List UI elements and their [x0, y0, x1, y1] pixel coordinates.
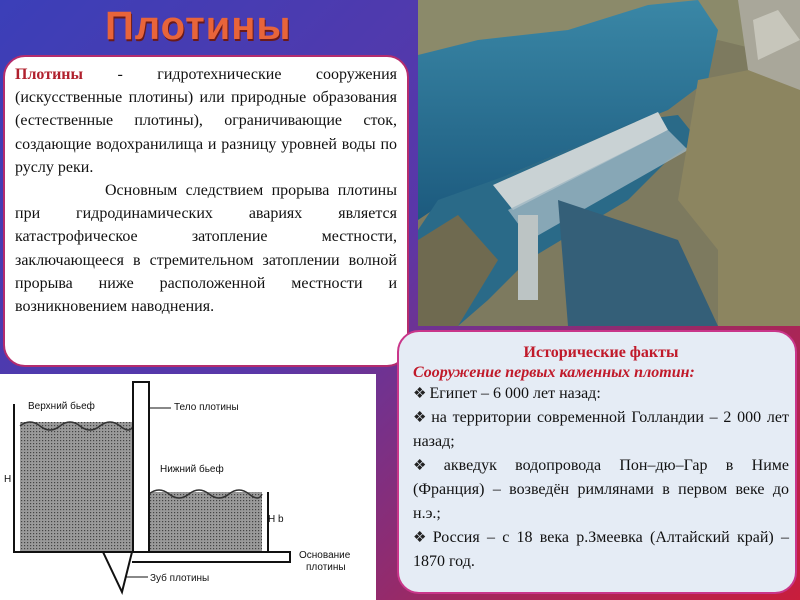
label-dam-tooth: Зуб плотины [150, 573, 210, 584]
facts-subtitle: Сооружение первых каменных плотин: [413, 364, 695, 381]
diamond-bullet-icon: ❖ [413, 410, 429, 426]
label-downstream: Нижний бьеф [160, 464, 224, 475]
downstream-water [149, 492, 262, 552]
label-upstream: Верхний бьеф [28, 401, 95, 412]
facts-title: Исторические факты [523, 344, 679, 361]
label-dam-body: Тело плотины [174, 402, 239, 413]
diamond-bullet-icon: ❖ [413, 530, 430, 546]
label-foundation-1: Основание [299, 550, 351, 561]
definition-term: Плотины [15, 66, 83, 83]
base-step [132, 552, 290, 562]
dam-body [133, 382, 149, 552]
upstream-water [20, 422, 133, 552]
definition-box [3, 55, 409, 367]
fact-item: ❖ Россия – с 18 века р.Змеевка (Алтайский край) – 1870 год. [413, 529, 789, 570]
slide-title: Плотины [105, 4, 292, 48]
dam-aerial-photo [418, 0, 800, 326]
diamond-bullet-icon: ❖ [413, 458, 441, 474]
label-hb: H b [268, 514, 284, 525]
fact-item: ❖ акведук водопровода Пон–дю–Гар в Ниме (Франция) – возведён римлянами в первом веке до н.э.; [413, 457, 789, 522]
label-h: H [4, 474, 12, 485]
consequence-paragraph: Основным следствием прорыва плотины при гидродинамических авариях является катастрофическое затопление местности, заключающееся в стремительном затоплении волной прорыва ниже расположенной местности и возникновением наводнения. [15, 182, 397, 316]
fact-item: ❖ Египет – 6 000 лет назад: [413, 385, 601, 402]
historical-facts-box [397, 330, 797, 594]
fact-item: ❖ на территории современной Голландии – 2 000 лет назад; [413, 409, 789, 450]
diamond-bullet-icon: ❖ [413, 386, 427, 402]
dam-cross-section-diagram [0, 374, 376, 600]
facts-list [413, 382, 789, 574]
label-foundation-2: плотины [306, 562, 346, 573]
definition-paragraph: Плотины - гидротехнические сооружения (искусственные плотины) или природные образования (естественные плотины), ограничивающие сток, создающие водохранилища и разницу уровней воды по руслу реки. [15, 66, 397, 176]
